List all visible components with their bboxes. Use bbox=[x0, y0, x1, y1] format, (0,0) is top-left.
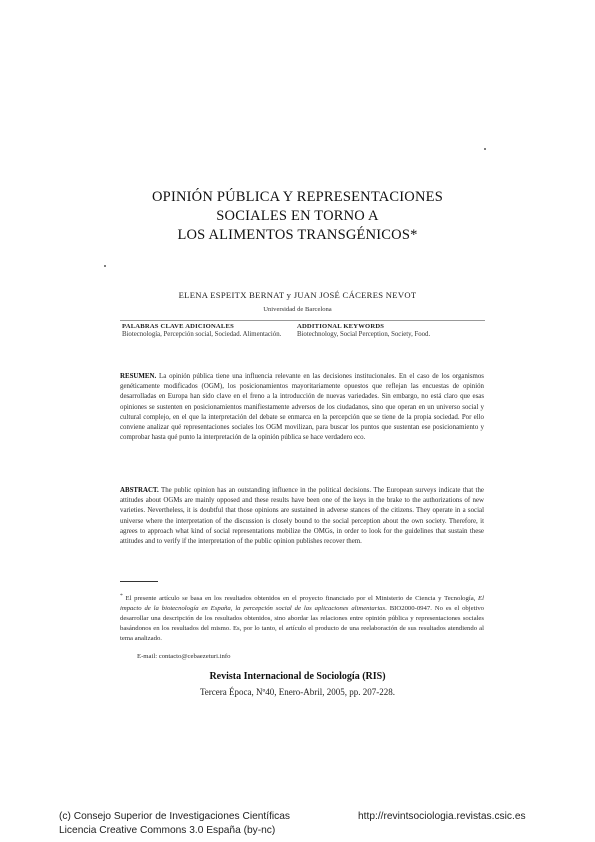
abstract-paragraph bbox=[120, 486, 484, 547]
footer-left bbox=[59, 810, 290, 838]
resumen-paragraph bbox=[120, 372, 484, 443]
scan-speck bbox=[484, 148, 486, 150]
title-line-1: OPINIÓN PÚBLICA Y REPRESENTACIONES bbox=[152, 189, 443, 205]
scan-speck bbox=[104, 265, 106, 267]
resumen-text: La opinión pública tiene una influencia relevante en las decisiones institucionales. En el caso de los organismos genéticamente modificados (OGM), los posicionamientos mayoritariamente opuestos que reflejan las encuestas de opinión desarrolladas en Europa han sido clave en el freno a la introducción de nuevas variedades. Sin embargo, no está claro que esas opiniones se sustenten en posicionamientos manifiestamente adversos de los ciudadanos, sino que operan en un universo social y cultural complejo, en el que la interpretación del debate se enmarca en la percepción que se tiene de la propia sociedad. Por ello conviene analizar qué representaciones sociales los OGM movilizan, para buscar los puntos que sustentan ese posicionamiento y comprobar hasta qué punto la interpretación de la opinión pública se hace verdadero eco. bbox=[120, 373, 484, 442]
footnote-divider bbox=[120, 581, 158, 582]
title-line-2: SOCIALES EN TORNO A bbox=[216, 208, 379, 224]
keywords-es-text: Biotecnología, Percepción social, Sociedad. Alimentación. bbox=[122, 331, 282, 338]
keywords-en-heading: ADDITIONAL KEYWORDS bbox=[297, 323, 385, 330]
footer-copyright: (c) Consejo Superior de Investigaciones Científicas bbox=[59, 811, 291, 822]
footer-license: Licencia Creative Commons 3.0 España (by-nc) bbox=[59, 825, 276, 836]
header-divider bbox=[120, 320, 485, 321]
footer-url-link[interactable]: http://revintsociologia.revistas.csic.es bbox=[358, 811, 526, 822]
title-line-3: LOS ALIMENTOS TRANSGÉNICOS* bbox=[177, 227, 418, 243]
abstract-text: The public opinion has an outstanding influence in the political decisions. The European surveys indicate that the attitudes about OGMs are mainly opposed and these results have been one of the keys in the brake to the authorizations of new varieties. Nevertheless, it is doubtful that those opinions are sustained in adverse stances of the citizens. They operate in a social universe where the interpretation of the discussion is closely bound to the social perception about the own society. Therefore, it agrees to approach what kind of social representations mobilize the OMGs, in order to look for the guidelines that sustain these attitudes and to verify if the interpretation of the public opinion publishes recover them. bbox=[120, 487, 484, 546]
keywords-en-text: Biotechnology, Social Perception, Society, Food. bbox=[297, 331, 431, 338]
keywords-es-heading: PALABRAS CLAVE ADICIONALES bbox=[122, 323, 234, 330]
journal-name: Revista Internacional de Sociología (RIS) bbox=[209, 671, 386, 682]
keywords-english bbox=[297, 323, 477, 340]
affiliation: Universidad de Barcelona bbox=[263, 306, 332, 313]
abstract-label: ABSTRACT. bbox=[120, 487, 159, 494]
contact-email: E-mail: contacto@cebaezeturi.info bbox=[137, 653, 231, 660]
article-title bbox=[0, 188, 595, 245]
resumen-label: RESUMEN. bbox=[120, 373, 157, 380]
journal-issue: Tercera Época, Nº40, Enero-Abril, 2005, pp. 207-228. bbox=[199, 687, 396, 697]
authors: ELENA ESPEITX BERNAT y JUAN JOSÉ CÁCERES NEVOT bbox=[178, 290, 417, 300]
footnote-text-2: . BIO2000-0947. No es el objetivo desarrollar una descripción de los resultados obtenidos, sino abordar las relaciones entre opinión pública y representaciones sociales basándonos en los resultados del mismo. Es, por lo tanto, el artículo el producto de una reelaboración de sus resultados atendiendo al tema analizado. bbox=[120, 605, 485, 643]
footnote-text-1: El presente artículo se basa en los resultados obtenidos en el proyecto financiado por el Ministerio de Ciencia y Tecnología, bbox=[125, 595, 479, 603]
footnote-marker: * bbox=[120, 593, 123, 599]
footnote bbox=[120, 591, 484, 644]
footnote-project-title: El impacto de la biotecnología en España, la percepción social de las aplicaciones alimentarias bbox=[120, 595, 484, 613]
keywords-spanish bbox=[122, 323, 292, 340]
